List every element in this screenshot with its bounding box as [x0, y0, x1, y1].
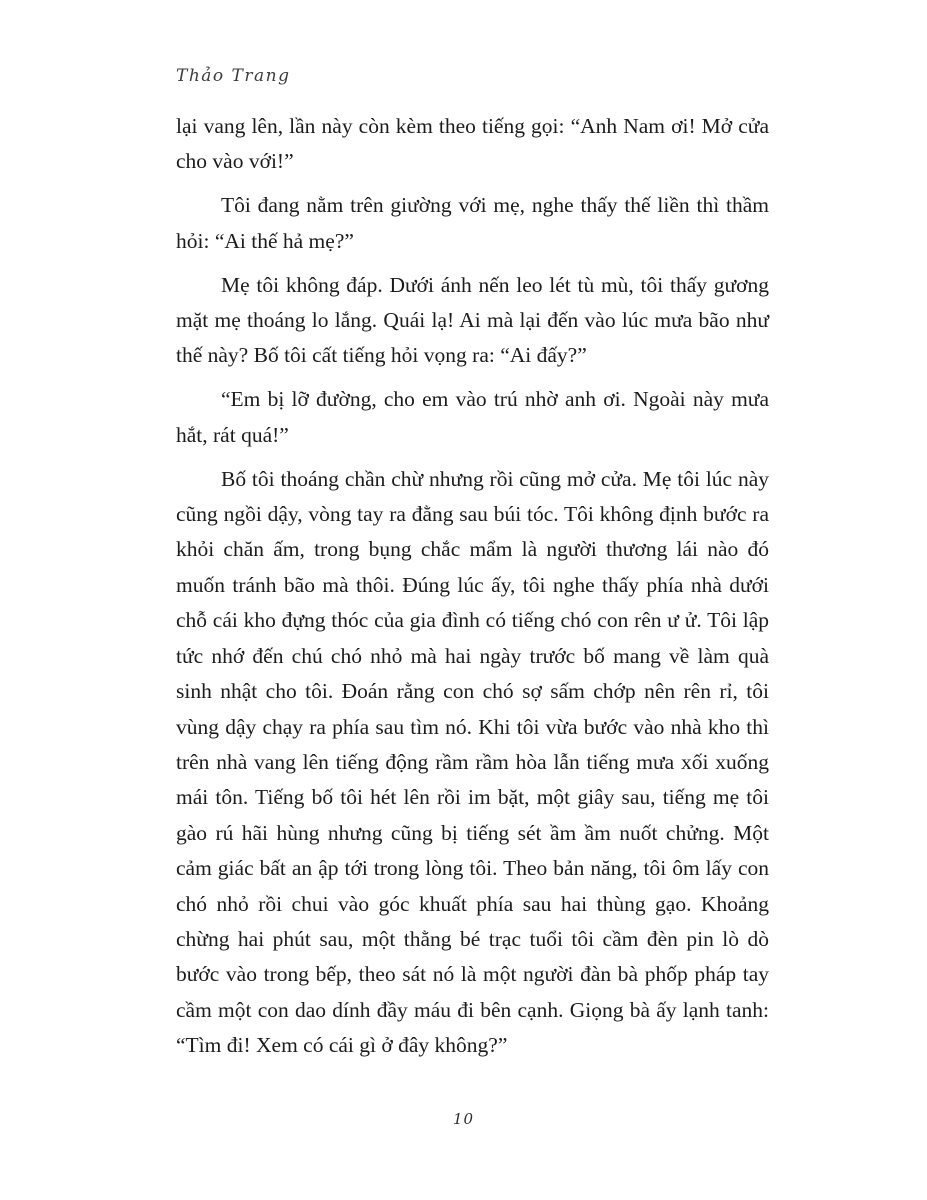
paragraph: Bố tôi thoáng chần chừ nhưng rồi cũng mở cửa. Mẹ tôi lúc này cũng ngồi dậy, vòng tay ra đằng sau búi tóc. Tôi không định bước ra khỏi chăn ấm, trong bụng chắc mẩm là người thương lái nào đó muốn tránh bão mà thôi. Đúng lúc ấy, tôi nghe thấy phía nhà dưới chỗ cái kho đựng thóc của gia đình có tiếng chó con rên ư ử. Tôi lập tức nhớ đến chú chó nhỏ mà hai ngày trước bố mang về làm quà sinh nhật cho tôi. Đoán rằng con chó sợ sấm chớp nên rên rỉ, tôi vùng dậy chạy ra phía sau tìm nó. Khi tôi vừa bước vào nhà kho thì trên nhà vang lên tiếng động rầm rầm hòa lẫn tiếng mưa xối xuống mái tôn. Tiếng bố tôi hét lên rồi im bặt, một giây sau, tiếng mẹ tôi gào rú hãi hùng nhưng cũng bị tiếng sét ầm ầm nuốt chửng. Một cảm giác bất an ập tới trong lòng tôi. Theo bản năng, tôi ôm lấy con chó nhỏ rồi chui vào góc khuất phía sau hai thùng gạo. Khoảng chừng hai phút sau, một thằng bé trạc tuổi tôi cầm đèn pin lò dò bước vào trong bếp, theo sát nó là một người đàn bà phốp pháp tay cầm một con dao dính đầy máu đi bên cạnh. Giọng bà ấy lạnh tanh: “Tìm đi! Xem có cái gì ở đây không?”: [176, 466, 769, 1058]
paragraph: lại vang lên, lần này còn kèm theo tiếng gọi: “Anh Nam ơi! Mở cửa cho vào với!”: [176, 114, 769, 174]
paragraph: Tôi đang nằm trên giường với mẹ, nghe thấy thế liền thì thầm hỏi: “Ai thế hả mẹ?”: [176, 193, 769, 253]
page-number: 10: [452, 1110, 475, 1128]
author-header: Thảo Trang: [176, 66, 291, 86]
body-text: [176, 109, 769, 1072]
paragraph: “Em bị lỡ đường, cho em vào trú nhờ anh ơi. Ngoài này mưa hắt, rát quá!”: [176, 387, 769, 447]
paragraph: Mẹ tôi không đáp. Dưới ánh nến leo lét tù mù, tôi thấy gương mặt mẹ thoáng lo lắng. Quái lạ! Ai mà lại đến vào lúc mưa bão như thế này? Bố tôi cất tiếng hỏi vọng ra: “Ai đấy?”: [176, 272, 769, 368]
